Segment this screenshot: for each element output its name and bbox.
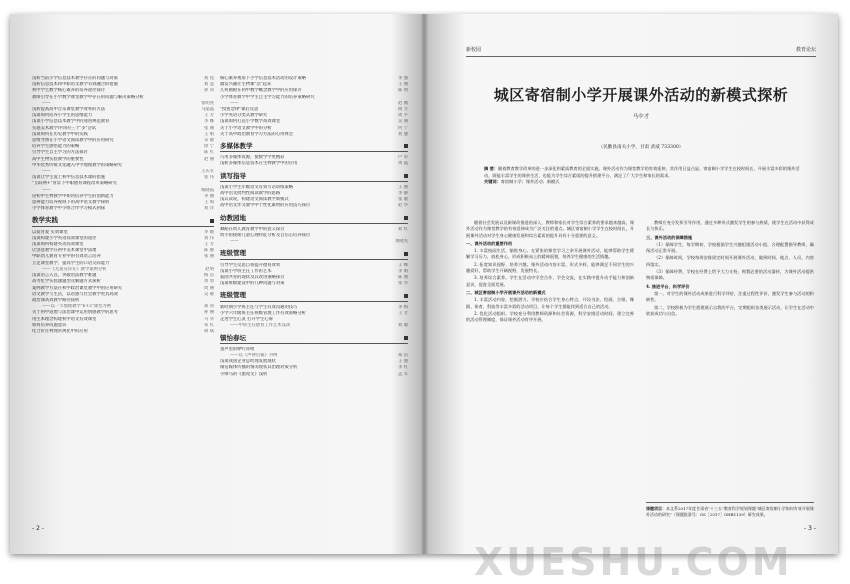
- toc-entry-author: 刘 慧: [204, 82, 214, 88]
- toc-entry-title: 浅谈构建小学英语高效课堂的途径: [32, 235, 97, 241]
- toc-section-title: 读写指导: [220, 171, 246, 180]
- toc-entry-title: 关于小学语文教学中的分析: [220, 125, 272, 131]
- toc-entry-author: 刘 红: [398, 226, 408, 232]
- toc-entry-title: 用生本理念构建初中语文有效课堂: [32, 316, 97, 322]
- toc-section-title: 镇怡春坛: [220, 333, 246, 342]
- toc-entry-author: 王 芳: [204, 113, 214, 119]
- article-title: 城区寄宿制小学开展课外活动的新模式探析: [493, 86, 789, 104]
- section-heading: 二、城区寄宿制小学开展课外活动的新模式: [466, 289, 546, 295]
- toc-section-heading: [220, 292, 408, 301]
- toc-entry-title: 浅谈让学生爱上初中信息技术课的措施: [32, 175, 106, 181]
- toc-entry-title: ——: [42, 187, 51, 193]
- toc-entry-title: 如何培养问题意识: [32, 322, 67, 328]
- toc-entry-title: 浅析多媒体信息技术在生物教学中的应用: [220, 161, 298, 167]
- toc-entry-author: 陈 红: [204, 150, 214, 156]
- body-paragraph: 1. 丰富校园生活，愉悦身心。在紧张的课堂学习之余开展课外活动，能够帮助学生缓解学习压力，放松身心，形成积极向上的精神面貌，培养学生健康的生活情趣。: [466, 248, 634, 260]
- toc-entry-title: 引导学生反思自我提升德育效果: [220, 262, 281, 268]
- toc-entry-author: 吴 丽: [398, 119, 408, 125]
- toc-entry-title: 浅谈小学班主任工作的艺术: [220, 268, 272, 274]
- running-head-left: 新校园: [466, 47, 482, 53]
- toc-entry-title: 浅议读说，构建语文阅读教学新模式: [220, 197, 289, 203]
- toc-entry-author: 刘 伟: [204, 235, 214, 241]
- toc-entry-author: 张 丽: [204, 125, 214, 131]
- toc-entry-title: 走进学生心灵 打开学生心扉: [220, 317, 273, 323]
- toc-entry-title: ——以《声律启蒙》为例: [230, 352, 278, 358]
- toc-section-heading: [32, 217, 214, 226]
- toc-entry-author: 王庆军: [201, 169, 214, 175]
- toc-entry-title: 巧用多媒体资源，使数学学更精彩: [220, 155, 285, 161]
- toc-entry-title: 初中学生数学核心素养的培养途径探讨: [32, 88, 106, 94]
- body-paragraph: 第二，学校积极为学生搭建展示自我的平台，定期组织各类展示活动，让学生在活动中收获成功与自信。: [646, 304, 814, 316]
- toc-entry-title: 几何画板在初中数学概念教学中的应用探讨: [220, 88, 302, 94]
- toc-entry-author: 黄 勇: [204, 279, 214, 285]
- article-author: 马中才: [632, 114, 650, 120]
- section-marker-icon: [404, 144, 408, 148]
- toc-entry-title: 浅谈班级建设中的几种问题与对策: [220, 281, 285, 287]
- toc-entry-title: 浅析当前小学信息技术教学存在的问题与对策: [32, 76, 118, 81]
- section-marker-icon: [404, 216, 408, 220]
- toc-section-title: 班级管理: [220, 249, 246, 258]
- toc-entry-author: 郑 涛: [204, 304, 214, 310]
- toc-entry-author: 马 华: [204, 316, 214, 322]
- toc-entry-title: 浅谈小学生年级语文有效写话训练策略: [220, 184, 294, 190]
- footnote-label: 课题项目：: [646, 506, 666, 511]
- toc-entry: [220, 281, 408, 287]
- toc-section-heading: [220, 250, 408, 259]
- toc-entry-title: 微信媒体传播的情况现状其治理对策分析: [220, 365, 298, 371]
- toc-entry-author: 赵明: [205, 266, 214, 272]
- toc-entry-title: 童声里的咿咛涛唱: [220, 346, 255, 352]
- toc-entry-author: 陈 丽: [398, 275, 408, 281]
- toc-entry-title: 教师引导在小学数学课堂教学中存在的问题与解决策略分析: [32, 94, 144, 100]
- toc-entry-author: 赵 刚: [398, 100, 408, 106]
- toc-entry-title: 案例教学方法在初中政治课堂教学中的应用研究: [32, 285, 123, 291]
- toc-entry-author: 孟 军: [398, 371, 408, 377]
- toc-entry-title: 小学体育教学中学生自主学习能力的培养策略研究: [220, 94, 315, 100]
- toc-entry-author: 张 丽: [204, 254, 214, 260]
- toc-entry-title: 家园共育的现状及其改进策略探讨: [220, 275, 285, 281]
- running-head-right: 教育论坛: [795, 47, 816, 53]
- toc-section-heading: [220, 335, 408, 344]
- toc-entry-title: ——中班主任德育工作艺术浅谈: [230, 323, 291, 329]
- toc-entry-title: ——: [230, 239, 239, 245]
- toc-section-title: 多媒体教学: [220, 142, 253, 151]
- toc-entry-title: 激发兴趣让生物课"活"起来: [220, 82, 272, 88]
- toc-entry-title: 浅谈我国企业总经理发展现状: [220, 359, 276, 365]
- magazine-spread: [10, 14, 838, 554]
- toc-entry-title: ——《无道兄你在》教学案例分析: [42, 266, 107, 272]
- toc-entry-title: 小学体育教学中小组合作学习模式初探: [32, 206, 106, 212]
- toc-entry-title: 小学英语分类式教学研究: [220, 113, 268, 119]
- toc-entry-author: 马晶晶: [201, 107, 214, 113]
- toc-entry-author: 陈 静: [204, 248, 214, 254]
- toc-entry: [220, 132, 408, 138]
- toc-entry-author: 杨晓霞: [201, 187, 214, 193]
- toc-entry-title: 以爱育爱 实效课堂: [32, 229, 68, 235]
- toc-entry-title: ——以一节地理教学"6+3"课堂为例: [42, 304, 111, 310]
- toc-entry-author: 杨 洁: [204, 273, 214, 279]
- toc-entry-author: 徐 宁: [204, 144, 214, 150]
- toc-entry-title: 舞蹈在幼儿教育教学中的意义探讨: [220, 226, 285, 232]
- author-affiliation: （民勤县南关小学，甘肃 武威 733300）: [598, 145, 684, 150]
- toc-entry-title: 小师马的《悉苑文》浅析: [220, 371, 268, 377]
- body-paragraph: （1）保障学生，每学期初，学校根据学生兴趣组建活动小组，合理配置指导教师，确保活动正常开展。: [646, 241, 814, 254]
- section-marker-icon: [404, 252, 408, 256]
- body-paragraph: 第一，对学生的课外活动成果进行科学评价，注重过程性评价，激发学生参与活动的积极性。: [646, 290, 814, 303]
- toc-entry-title: 小学六年级班主任班级管理工作有效策略分析: [220, 310, 306, 316]
- toc-entry-author: 张明亮: [201, 100, 214, 106]
- toc-entry-title: 中华优秀传统文化融入中学地理教学的策略研究: [32, 162, 123, 168]
- toc-entry-title: 浅谈如何培养小学生的思维能力: [32, 113, 93, 119]
- toc-entry-title: 中职幼儿教育专业中的有效语言培养: [32, 254, 101, 260]
- toc-entry-author: 吴 敏: [204, 291, 214, 297]
- section-marker-icon: [210, 219, 214, 223]
- toc-entry-author: 孙 丽: [204, 310, 214, 316]
- toc-entry-author: 张 华: [398, 281, 408, 287]
- site-watermark: XUESHU.COM: [474, 540, 793, 584]
- toc-entry-author: 李 刚: [204, 193, 214, 199]
- toc-section-heading: [220, 215, 408, 224]
- toc-entry-title: "授鱼念律"课后反思: [220, 107, 259, 113]
- toc-section-title: 班级管理: [220, 291, 246, 300]
- toc-entry-author: 王 强: [398, 359, 408, 365]
- toc-entry-title: 高中语文批判性阅读教学的思路: [220, 191, 281, 197]
- toc-entry-author: 陈 明: [398, 88, 408, 94]
- toc-entry-author: 王 娟: [204, 131, 214, 137]
- toc-entry-title: 让创意教学在初中美术课堂中落地: [32, 248, 97, 254]
- toc-entry-author: 赵 丽: [204, 156, 214, 162]
- toc-entry-author: 王 海: [204, 200, 214, 206]
- toc-entry-author: 李 静: [398, 191, 408, 197]
- toc-entry-title: 立足课堂教学，提高学生的口语交际能力: [32, 260, 110, 266]
- toc-entry-title: 高中生物实验教学的重要性: [32, 156, 84, 162]
- toc-entry-title: 政治课高效教学路径探析: [32, 297, 80, 303]
- toc-entry-author: 李 娟: [398, 268, 408, 274]
- toc-entry-author: 黄 磊: [398, 161, 408, 167]
- toc-entry-author: 周 平: [398, 113, 408, 119]
- toc-entry-title: 幼小衔接期儿童心理特征分析及自信心培养探讨: [220, 233, 311, 239]
- toc-entry: [220, 239, 408, 245]
- body-paragraph: 1. 丰富活动内容，挖掘潜力。学校应结合学生身心特点，开设书法、绘画、合唱、舞蹈、体育、科技等丰富多彩的活动项目，让每个学生都能找到适合自己的活动。: [466, 297, 634, 309]
- toc-entry-author: 刘 强: [398, 131, 408, 137]
- toc-entry-author: 宋 敏: [204, 138, 214, 144]
- toc-entry-author: 王 芳: [398, 310, 408, 316]
- toc-entry-author: 李 强: [398, 76, 408, 81]
- body-paragraph: 随着社会发展以及新课改推进的深入，教师和家长对学生综合素养的要求越来越高，课外活动作为课堂教学的有效延伸成为广泛关注的重点。城区寄宿制小学学生在校时间长，开展课外活动对学生身心健康发展和综合素质的提升具有十分重要的意义。: [466, 220, 634, 238]
- body-paragraph: 3. 培养综合素养。学生在活动中学会合作、学会交流，在实践中提升动手能力和创新意识，促进全面发展。: [466, 275, 634, 287]
- page-number-left: - 2 -: [32, 525, 44, 532]
- toc-entry-author: 杨 芳: [398, 107, 408, 113]
- toc-entry-title: 浅析提高高中音乐课堂教学效率的方法: [32, 107, 106, 113]
- body-paragraph: 教师应充分发挥引导作用，通过多种形式激发学生的参与热情，使学生在活动中获得成长与快乐。: [646, 220, 814, 232]
- toc-entry-author: 刘 洋: [204, 206, 214, 212]
- keywords-text: 寄宿制小学；课外活动；新模式: [500, 179, 560, 185]
- toc-entry-title: 实施美术教学评价的三个"多"尝试: [32, 125, 97, 131]
- toc-entry-author: 胡 斌: [204, 328, 214, 334]
- body-paragraph: 2. 优化活动组织。学校充分利用教师资源和社会资源，科学安排活动时间，建立完善的活动管理制度，保证课外活动有序开展。: [466, 310, 634, 323]
- toc-entry-title: 思维导图在小学语文阅读教学中的应用研究: [32, 138, 114, 144]
- toc-entry-author: 张 伟: [204, 175, 214, 181]
- toc-entry: [32, 206, 214, 212]
- toc-entry-author: 李 娜: [204, 119, 214, 125]
- body-paragraph: （3）保障经费，学校在经费上给予大力支持，购置必要的活动器材，为课外活动提供物质保障。: [646, 269, 814, 281]
- abstract-label: 摘 要：: [484, 166, 499, 171]
- toc-entry-author: 刘 莲: [204, 76, 214, 81]
- toc-entry-title: 浅谈小学信息技术教学中的递进规范教育: [32, 119, 110, 125]
- toc-entry-author: 孙 涛: [204, 88, 214, 94]
- header-rule: [466, 56, 816, 57]
- toc-entry: [220, 372, 408, 378]
- body-paragraph: 2. 拓宽知识视野，培养兴趣。课外活动内容丰富，形式多样，能够满足不同学生的兴趣爱好，帮助学生开阔视野，发展特长。: [466, 261, 634, 274]
- toc-entry-author: 郑 洁: [398, 352, 408, 358]
- abstract-text: 随着教育教学改革的进一步深化和素质教育的全面实施，课外活动作为课堂教学的有效延伸，其作用日益凸显。寄宿制小学学生在校时间长，开展丰富多彩的课外活动，既能丰富学生的课余生活，也能为学生综合素质的提升搭建平台，满足了广大学生和家长的需求。: [484, 166, 800, 178]
- keywords-label: 关键词：: [484, 179, 501, 185]
- section-marker-icon: [404, 294, 408, 298]
- body-paragraph: （2）保障时间，学校每周安排固定时间开展课外活动，做到时间、地点、人员、内容四落实。: [646, 255, 814, 267]
- toc-entry: [220, 161, 408, 167]
- toc-entry-title: 高考化学实验题题型及解题方式探析: [32, 279, 101, 285]
- toc-entry-title: 引导学生自主学习的方法探讨: [32, 150, 88, 156]
- article-column-1: [466, 220, 634, 324]
- toc-entry-title: 论初中生物教学中如何培养学生的创新能力: [32, 193, 114, 199]
- toc-entry-title: 新时期小学班主任与学生有效沟通的技巧: [220, 304, 298, 310]
- toc-entry-author: 朱 红: [204, 322, 214, 328]
- right-page: [424, 14, 838, 554]
- toc-entry-title: 化合价在物理常规化中的应用: [32, 328, 88, 334]
- toc-entry-title: 浅析信息技术和中职语文教学有效融合的措施: [32, 82, 118, 88]
- toc-entry-title: 语文教学与生活，以语感与社会教学更具高效: [32, 291, 118, 297]
- toc-entry-title: 核心素养视角下小学信息技术活动的设计策略: [220, 76, 306, 81]
- toc-entry-title: 培养学生感悟能力的策略: [32, 144, 80, 150]
- toc-entry-author: 卢 荣: [398, 155, 408, 161]
- toc-entry-author: 李 媛: [204, 229, 214, 235]
- abstract-block: [484, 166, 800, 186]
- section-heading: 4. 推进平台，科学评价: [646, 283, 690, 289]
- toc-entry-author: 王 芳: [204, 242, 214, 248]
- section-marker-icon: [404, 336, 408, 340]
- toc-entry-title: 思辨能力培养视域下的高中语文教学探析: [32, 200, 110, 206]
- toc-entry-author: 周 丽: [204, 285, 214, 291]
- toc-entry-author: 王 丽: [398, 82, 408, 88]
- left-page: [10, 14, 424, 554]
- toc-entry-author: 李 红: [398, 365, 408, 371]
- toc-entry-author: 何 宁: [398, 125, 408, 131]
- toc-section-title: 教学实践: [32, 216, 58, 225]
- toc-column-1: [32, 76, 214, 335]
- funding-footnote: [646, 502, 814, 518]
- toc-entry-author: 黄晓雯: [395, 239, 408, 245]
- toc-column-2: [220, 76, 408, 378]
- toc-entry: [32, 329, 214, 335]
- toc-section-title: 幼教园地: [220, 213, 246, 222]
- toc-section-heading: [220, 173, 408, 182]
- toc-entry-title: 关于高中政治教育学习方法的心得体会: [220, 131, 294, 137]
- toc-entry-title: 浅谈语言入点，突破语法教学难题: [32, 273, 97, 279]
- toc-entry-title: "互联网+"背景下中职德育课程改革策略研究: [32, 181, 117, 187]
- section-marker-icon: [404, 174, 408, 178]
- toc-entry-title: ——: [42, 169, 51, 175]
- toc-entry-title: ——: [230, 100, 239, 106]
- section-heading: 三、课外活动的保障措施: [646, 234, 693, 240]
- page-number-right: - 3 -: [804, 525, 816, 532]
- toc-entry-title: 浅谈如何在历史教学中的实践: [32, 131, 88, 137]
- toc-entry-author: 李 梅: [398, 304, 408, 310]
- toc-entry-author: 刘 敏: [398, 323, 408, 329]
- article-column-2: [646, 220, 814, 318]
- toc-section-heading: [220, 143, 408, 152]
- section-heading: 一、课外活动的重要作用: [466, 240, 513, 246]
- toc-entry: [220, 323, 408, 329]
- footnote-text: 本文系2017年度甘肃省"十三五"教育科学规划课题"城区寄宿制小学如何有效开展课外活动的研究"（课题批准号：GS［2017］GHB1139）研究成果。: [646, 506, 814, 517]
- toc-entry-title: 关于初中道德与法治课中运用情感教学的思考: [32, 310, 118, 316]
- toc-entry-author: 王 峰: [398, 262, 408, 268]
- toc-entry: [220, 203, 408, 209]
- toc-entry-author: 张 敏: [398, 197, 408, 203]
- toc-entry-title: 浅谈如何构建英语高效课堂: [32, 242, 84, 248]
- toc-entry-author: 赵 华: [398, 203, 408, 209]
- toc-entry-title: 高中语文作文教学中个性化素材的应用技巧探讨: [220, 203, 311, 209]
- toc-entry-author: 王 丽: [398, 184, 408, 190]
- toc-entry-title: 浅谈如何打造小学数学高效课堂: [220, 119, 281, 125]
- toc-entry-title: ——: [42, 100, 51, 106]
